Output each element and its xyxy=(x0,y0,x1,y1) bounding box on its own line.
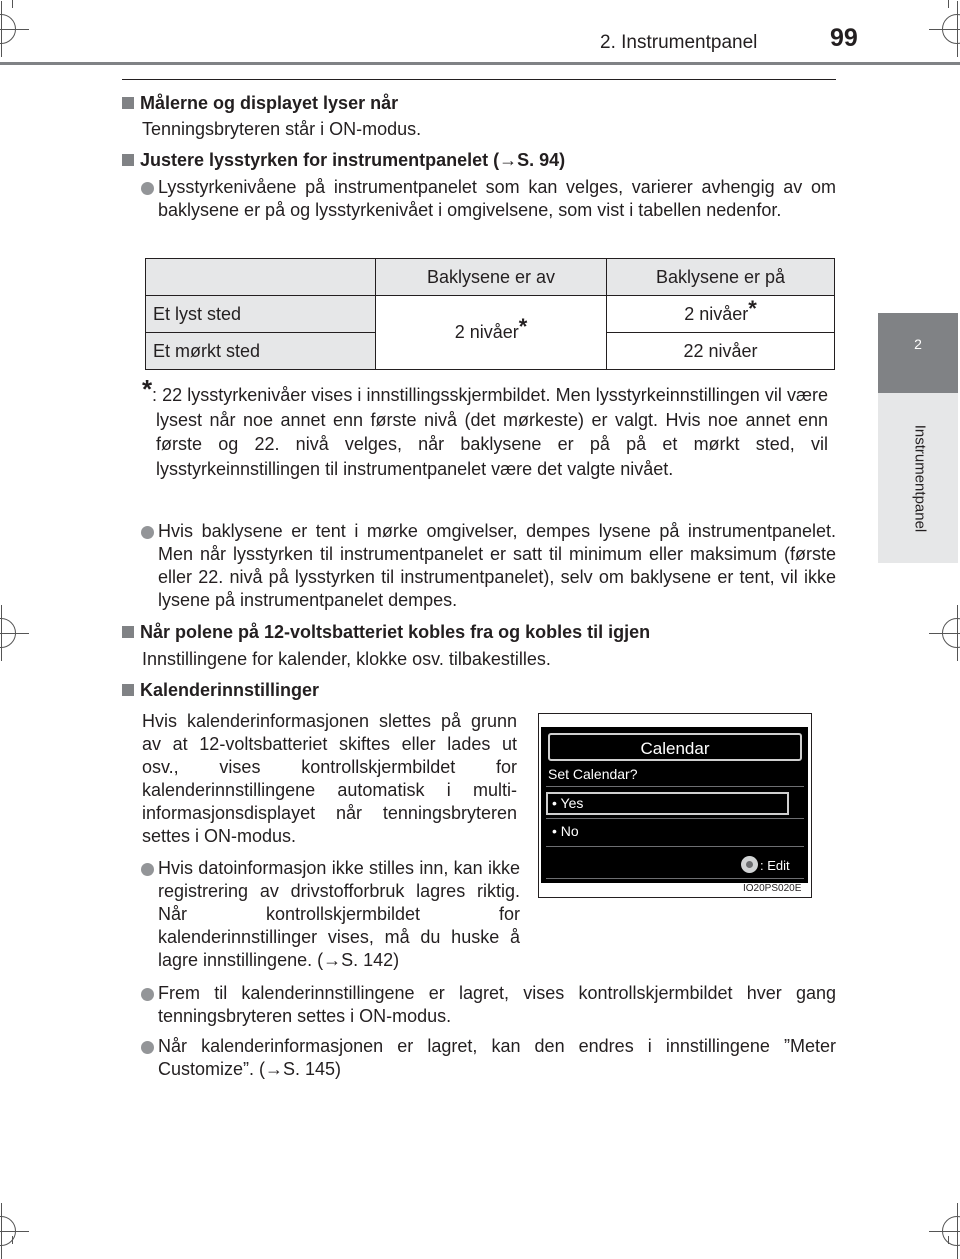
footnote-mark: * xyxy=(518,314,528,339)
round-bullet-icon xyxy=(141,526,154,539)
section-heading: Når polene på 12-voltsbatteriet kobles fra og kobles til igjen xyxy=(122,622,650,643)
screen-divider xyxy=(546,786,804,787)
content-top-rule xyxy=(122,79,836,80)
square-bullet-icon xyxy=(122,97,134,109)
crop-mark-top-right xyxy=(942,14,960,44)
paragraph: Hvis kalenderinformasjonen slettes på grunn av at 12-voltsbatteriet skiftes eller lades ut osv., vises kontrollskjermbildet for kalenderinnstillingene automatisk i multi-informasjonsdisplayet når tenningsbryteren settes i ON-modus. xyxy=(142,711,517,846)
header-rule xyxy=(0,62,960,65)
arrow-icon: → xyxy=(265,1059,284,1079)
footnote-asterisk: * xyxy=(142,374,153,404)
table-header-empty xyxy=(146,259,376,296)
option-yes: • Yes xyxy=(552,795,584,811)
edit-label: : Edit xyxy=(760,858,790,873)
brightness-level-table xyxy=(145,258,835,370)
round-bullet-icon xyxy=(141,182,154,195)
square-bullet-icon xyxy=(122,626,134,638)
crop-mark-bottom-right xyxy=(942,1216,960,1246)
screen-divider xyxy=(546,878,804,879)
arrow-icon: → xyxy=(499,150,518,170)
round-bullet-icon xyxy=(141,863,154,876)
table-cell: 22 nivåer xyxy=(607,333,835,370)
dial-button-icon xyxy=(741,856,758,873)
option-no: • No xyxy=(552,823,579,839)
square-bullet-icon xyxy=(122,154,134,166)
screen-question: Set Calendar? xyxy=(548,766,638,782)
arrow-icon: → xyxy=(323,950,342,970)
square-bullet-icon xyxy=(122,684,134,696)
round-bullet-icon xyxy=(141,1041,154,1054)
screen-title: Calendar xyxy=(548,733,802,761)
running-header-title: 2. Instrumentpanel xyxy=(600,32,758,53)
table-row-label: Et lyst sted xyxy=(146,296,376,333)
page-number: 99 xyxy=(830,24,858,52)
crop-mark-bottom-left xyxy=(0,1216,16,1246)
table-cell-merged: 2 nivåer* xyxy=(376,296,607,370)
chapter-tab: 2 xyxy=(878,313,958,393)
bullet-text: Hvis datoinformasjon ikke stilles inn, kan ikke registrering av drivstofforbruk lagres riktig. Når kontrollskjermbildet for kalenderinnstillinger vises, må du huske å lagre innstillingene. (→S. 142) xyxy=(158,858,520,970)
crop-line xyxy=(948,1236,949,1244)
paragraph: Tenningsbryteren står i ON-modus. xyxy=(142,119,422,139)
footnote-mark: * xyxy=(748,295,757,321)
section-heading: Justere lysstyrken for instrumentpanelet (→S. 94) xyxy=(122,150,565,171)
round-bullet-icon xyxy=(141,988,154,1001)
crop-mark-mid-left xyxy=(0,618,16,648)
chapter-tab-label: Instrumentpanel xyxy=(911,424,929,533)
section-heading: Målerne og displayet lyser når xyxy=(122,93,398,114)
table-header: Baklysene er på xyxy=(607,259,835,296)
crop-mark-mid-right xyxy=(942,618,960,648)
crop-line xyxy=(948,0,949,8)
bullet-text: Lysstyrkenivåene på instrumentpanelet som kan velges, varierer avhengig av om baklysene er på og lysstyrkenivået i omgivelsene, som vist i tabellen nedenfor. xyxy=(158,177,836,220)
table-row-label: Et mørkt sted xyxy=(146,333,376,370)
screen-divider xyxy=(546,846,804,847)
bullet-text: Hvis baklysene er tent i mørke omgivelser, dempes lysene på instrumentpanelet. Men når lysstyrken til instrumentpanelet er satt til minimum eller maksimum (første eller 22. nivå på lysstyrken til instrumentpanelet), selv om baklysene er tent, vil ikke lysene på instrumentpanelet dempes. xyxy=(158,521,836,610)
bullet-text: Frem til kalenderinnstillingene er lagret, vises kontrollskjermbildet hver gang tenningsbryteren settes i ON-modus. xyxy=(158,983,836,1026)
screen-divider xyxy=(546,818,804,819)
table-cell: 2 nivåer* xyxy=(607,296,835,333)
paragraph: Innstillingene for kalender, klokke osv. tilbakestilles. xyxy=(142,649,551,669)
crop-line xyxy=(12,1236,13,1244)
section-heading: Kalenderinnstillinger xyxy=(122,680,319,701)
footnote-text: : 22 lysstyrkenivåer vises i innstillingsskjermbildet. Men lysstyrkeinnstillingen vil være lysest når noe annet enn første nivå (det mørkeste) er valgt. Hvis noe annet enn første og 22. nivå velges, når baklysene er på på et mørkt sted, vil lysstyrkeinnstillingen til instrumentpanelet være det valgte nivået. xyxy=(152,385,828,479)
table-header: Baklysene er av xyxy=(376,259,607,296)
crop-line xyxy=(12,0,13,8)
bullet-text: Når kalenderinformasjonen er lagret, kan den endres i innstillingene ”Meter Customize”. (→S. 145) xyxy=(158,1036,836,1079)
figure-id: IO20PS020E xyxy=(743,883,802,894)
crop-mark-top-left xyxy=(0,14,16,44)
